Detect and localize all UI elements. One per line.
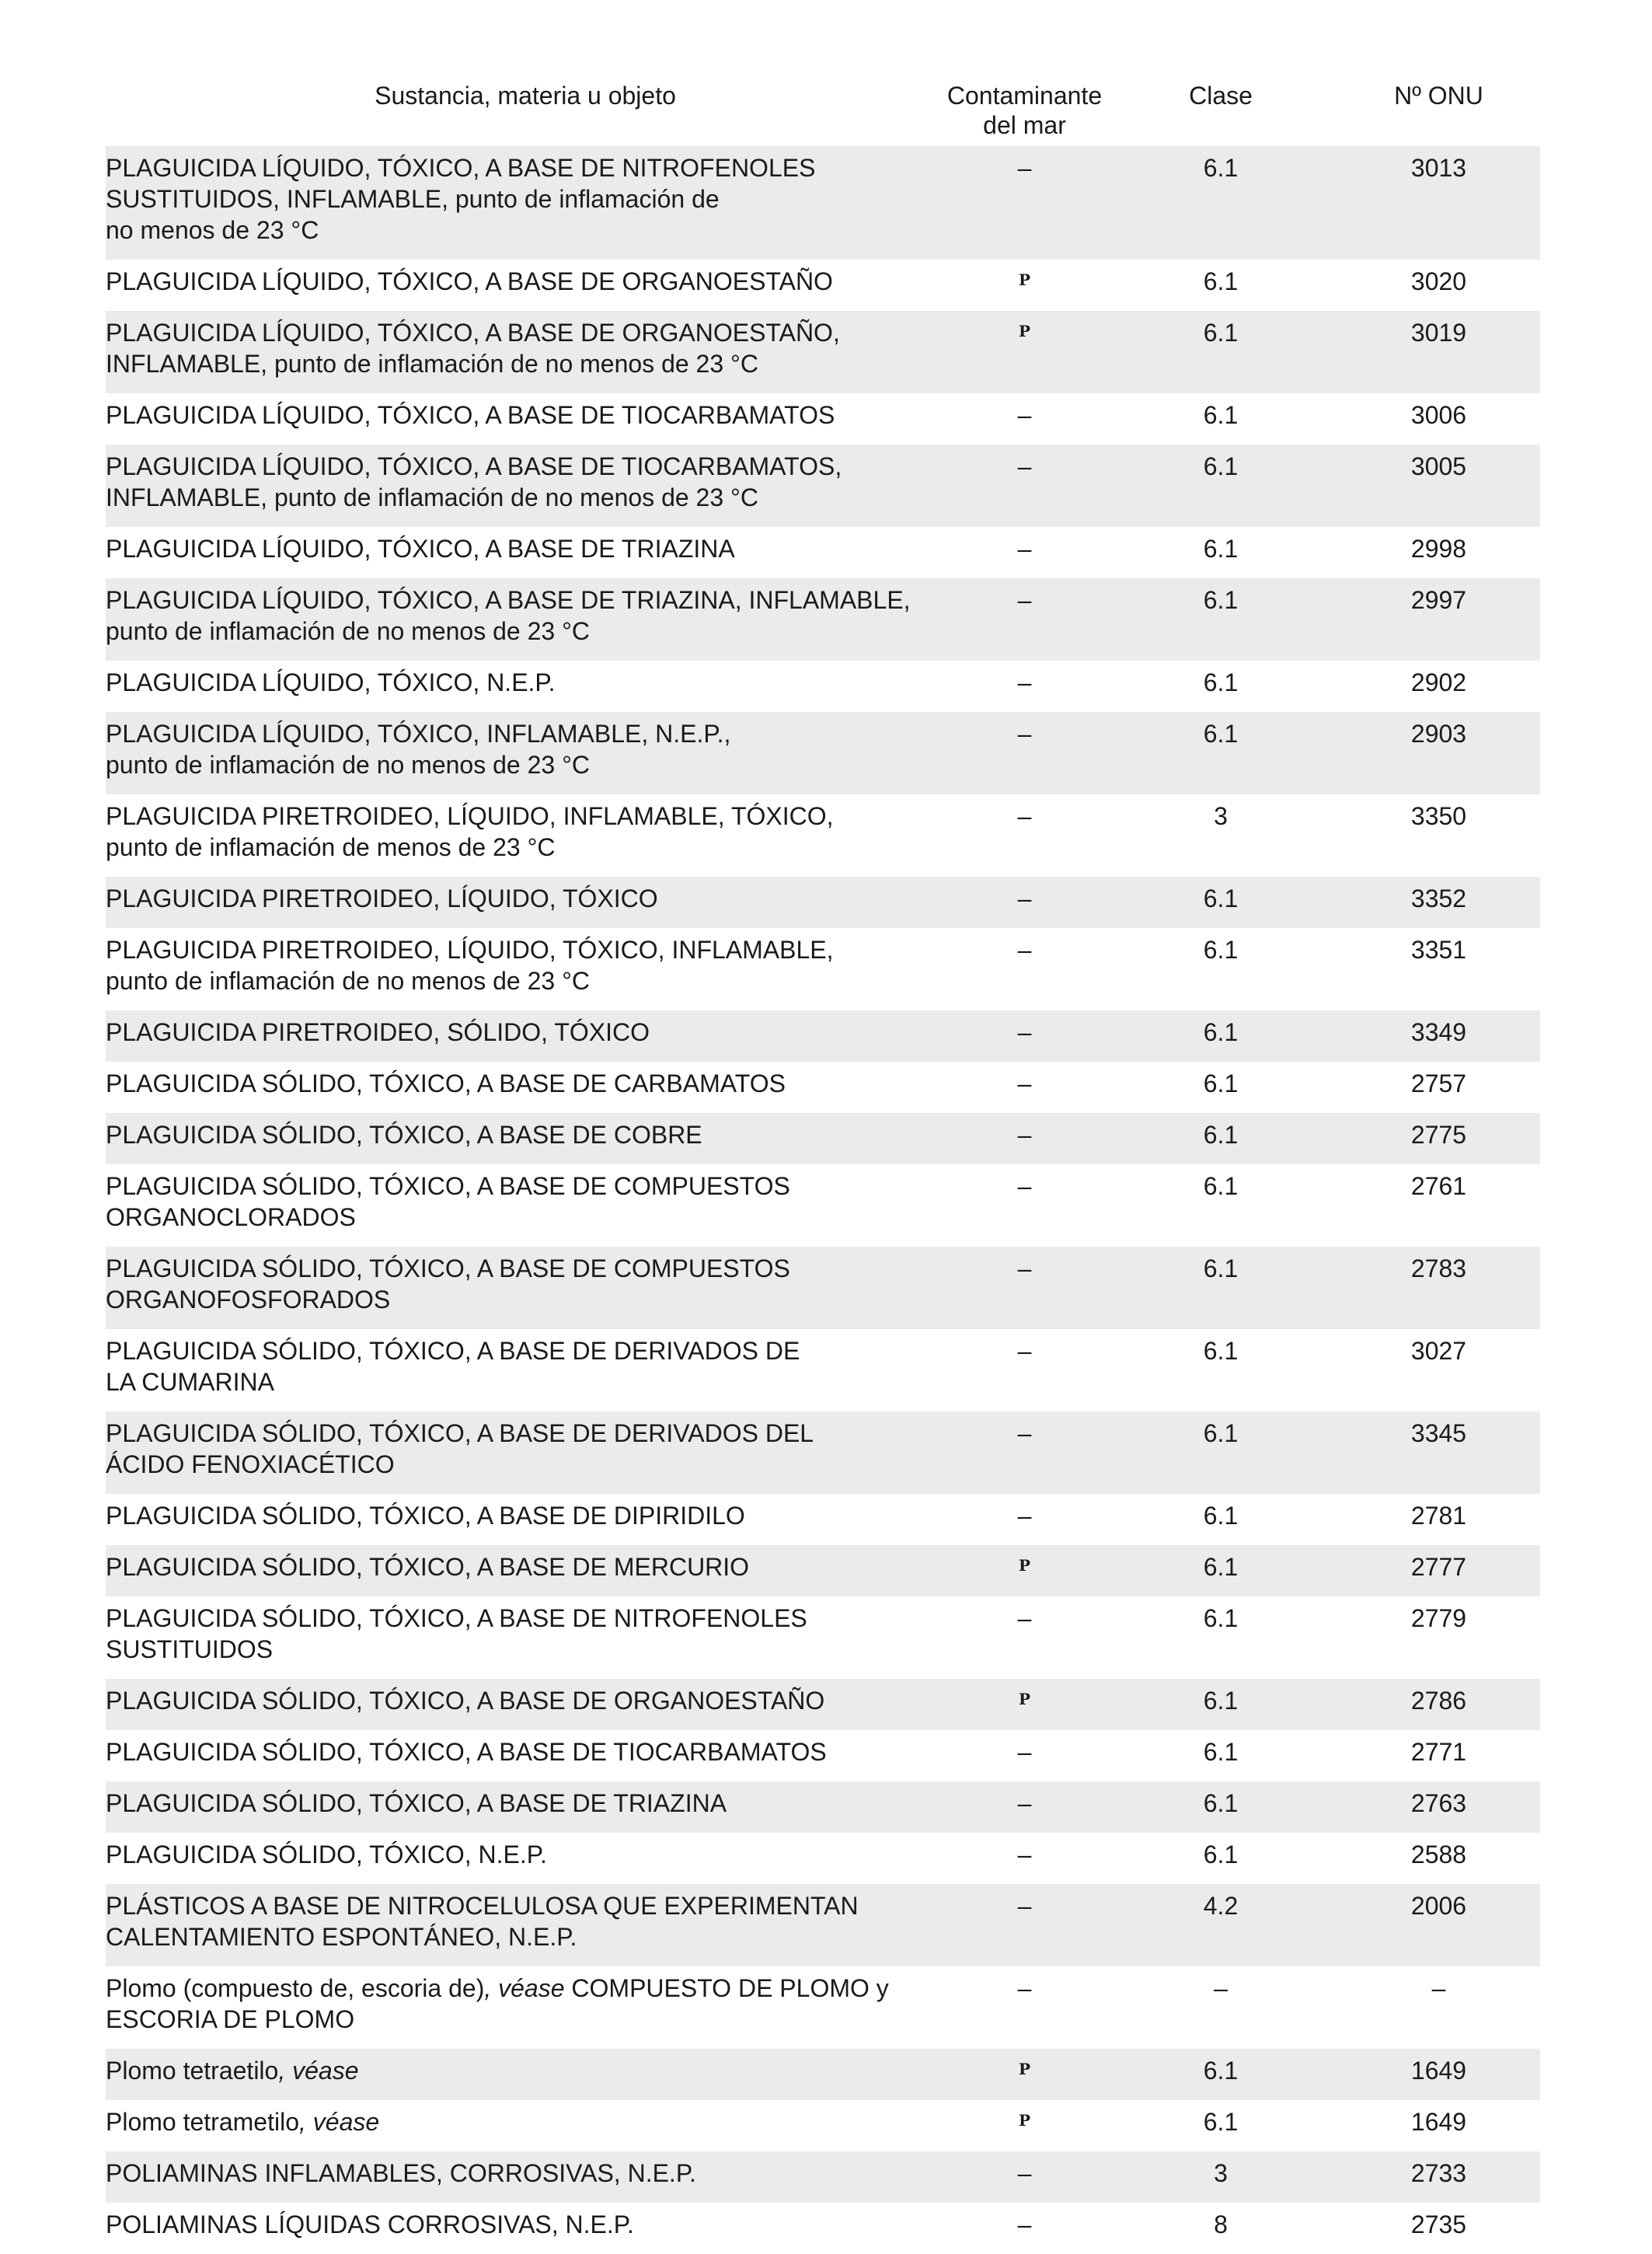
marine-pollutant-value: – <box>1017 401 1032 429</box>
substance-name-segment: Plomo tetrametilo <box>106 2108 299 2136</box>
marine-pollutant-cell <box>945 260 1104 311</box>
class-cell: 6.1 <box>1104 1596 1337 1679</box>
marine-pollutant-mark: P <box>1018 1556 1031 1575</box>
substance-name-line: SUSTITUIDOS <box>106 1635 274 1663</box>
table-row <box>106 311 1540 393</box>
class-cell: 6.1 <box>1104 877 1337 928</box>
substance-name <box>106 1329 945 1411</box>
substance-name <box>106 1247 945 1329</box>
table-row <box>106 1679 1540 1730</box>
substance-name-line <box>106 1973 929 2004</box>
marine-pollutant-cell <box>945 1884 1104 1966</box>
marine-pollutant-value: – <box>1017 1018 1032 1046</box>
marine-pollutant-cell <box>945 1545 1104 1596</box>
un-number-cell: 2998 <box>1337 527 1540 578</box>
un-number-cell: 2006 <box>1337 1884 1540 1966</box>
un-number-cell: 2735 <box>1337 2203 1540 2254</box>
class-cell: 3 <box>1104 794 1337 877</box>
marine-pollutant-cell <box>945 1062 1104 1113</box>
substance-name-line: LA CUMARINA <box>106 1368 274 1396</box>
un-number-cell: 2786 <box>1337 1679 1540 1730</box>
substance-name-line: SUSTITUIDOS, INFLAMABLE, punto de inflamación de <box>106 185 720 213</box>
class-cell: 6.1 <box>1104 1679 1337 1730</box>
dangerous-goods-table <box>106 78 1540 2254</box>
table-row <box>106 1494 1540 1545</box>
marine-pollutant-value: – <box>1017 720 1032 748</box>
substance-name-line: no menos de 23 °C <box>106 216 319 244</box>
substance-name-line: punto de inflamación de no menos de 23 °C <box>106 967 590 995</box>
marine-pollutant-cell <box>945 712 1104 794</box>
header-substance: Sustancia, materia u objeto <box>375 82 676 110</box>
table-row <box>106 1411 1540 1494</box>
substance-name-segment: ESCORIA DE PLOMO <box>106 2005 355 2033</box>
substance-name <box>106 1010 945 1062</box>
marine-pollutant-value: – <box>1017 1419 1032 1447</box>
table-body <box>106 146 1540 2254</box>
un-number-cell: 3020 <box>1337 260 1540 311</box>
marine-pollutant-value: – <box>1017 885 1032 912</box>
un-number-cell: 3027 <box>1337 1329 1540 1411</box>
table-row <box>106 445 1540 527</box>
un-number-cell: 2903 <box>1337 712 1540 794</box>
un-number-cell: 3005 <box>1337 445 1540 527</box>
marine-pollutant-value: – <box>1017 154 1032 182</box>
un-number-cell: 2783 <box>1337 1247 1540 1329</box>
marine-pollutant-value: – <box>1017 535 1032 563</box>
class-cell: 6.1 <box>1104 928 1337 1010</box>
class-cell: – <box>1104 1966 1337 2049</box>
substance-name-line: punto de inflamación de menos de 23 °C <box>106 833 556 861</box>
substance-name-line: PLAGUICIDA SÓLIDO, TÓXICO, A BASE DE COBRE <box>106 1121 702 1149</box>
un-number-cell: 2771 <box>1337 1730 1540 1781</box>
table-row <box>106 2203 1540 2254</box>
marine-pollutant-cell <box>945 1781 1104 1833</box>
substance-name-line: PLAGUICIDA SÓLIDO, TÓXICO, A BASE DE ORGANOESTAÑO <box>106 1687 825 1715</box>
marine-pollutant-value: – <box>1017 1841 1032 1868</box>
substance-name <box>106 1596 945 1679</box>
marine-pollutant-mark: P <box>1018 322 1031 340</box>
marine-pollutant-cell <box>945 928 1104 1010</box>
substance-name-line: PLAGUICIDA SÓLIDO, TÓXICO, A BASE DE TIOCARBAMATOS <box>106 1738 827 1766</box>
substance-name-line: PLAGUICIDA SÓLIDO, TÓXICO, A BASE DE MERCURIO <box>106 1553 750 1581</box>
class-cell: 6.1 <box>1104 260 1337 311</box>
marine-pollutant-value: – <box>1017 586 1032 614</box>
marine-pollutant-cell <box>945 1833 1104 1884</box>
class-cell: 6.1 <box>1104 1329 1337 1411</box>
substance-name <box>106 1062 945 1113</box>
table-row <box>106 877 1540 928</box>
substance-name <box>106 1781 945 1833</box>
substance-name-line: PLAGUICIDA LÍQUIDO, TÓXICO, A BASE DE ORGANOESTAÑO, <box>106 319 840 347</box>
table-row <box>106 578 1540 661</box>
un-number-cell: 2902 <box>1337 661 1540 712</box>
marine-pollutant-cell <box>945 877 1104 928</box>
substance-name-line: PLAGUICIDA SÓLIDO, TÓXICO, A BASE DE NITROFENOLES <box>106 1604 807 1632</box>
class-cell: 6.1 <box>1104 712 1337 794</box>
marine-pollutant-value: – <box>1017 2159 1032 2187</box>
substance-name-line <box>106 2106 929 2137</box>
marine-pollutant-cell <box>945 445 1104 527</box>
header-class: Clase <box>1189 82 1253 110</box>
table-row <box>106 1833 1540 1884</box>
substance-name <box>106 1679 945 1730</box>
substance-name <box>106 928 945 1010</box>
table-row <box>106 794 1540 877</box>
un-number-cell: 2779 <box>1337 1596 1540 1679</box>
substance-name <box>106 1411 945 1494</box>
marine-pollutant-value: – <box>1017 452 1032 480</box>
substance-name-line: PLAGUICIDA PIRETROIDEO, LÍQUIDO, INFLAMABLE, TÓXICO, <box>106 802 834 830</box>
un-number-cell: 3349 <box>1337 1010 1540 1062</box>
substance-name-line: PLAGUICIDA SÓLIDO, TÓXICO, A BASE DE DIPIRIDILO <box>106 1502 745 1530</box>
table-row <box>106 1329 1540 1411</box>
marine-pollutant-value: – <box>1017 802 1032 830</box>
substance-name-line: PLAGUICIDA LÍQUIDO, TÓXICO, N.E.P. <box>106 668 556 696</box>
un-number-cell: 2757 <box>1337 1062 1540 1113</box>
class-cell: 6.1 <box>1104 146 1337 260</box>
substance-name <box>106 1833 945 1884</box>
class-cell: 6.1 <box>1104 578 1337 661</box>
table-row <box>106 1730 1540 1781</box>
substance-name-segment: Plomo tetraetilo <box>106 2057 279 2085</box>
substance-name-line: PLAGUICIDA LÍQUIDO, TÓXICO, A BASE DE ORGANOESTAÑO <box>106 267 833 295</box>
marine-pollutant-mark: P <box>1018 2060 1031 2078</box>
un-number-cell: 3352 <box>1337 877 1540 928</box>
substance-name-line: INFLAMABLE, punto de inflamación de no menos de 23 °C <box>106 350 758 378</box>
marine-pollutant-value: – <box>1017 1738 1032 1766</box>
class-cell: 6.1 <box>1104 1164 1337 1247</box>
substance-name-line: PLAGUICIDA PIRETROIDEO, SÓLIDO, TÓXICO <box>106 1018 650 1046</box>
table-row <box>106 928 1540 1010</box>
substance-name-line: CALENTAMIENTO ESPONTÁNEO, N.E.P. <box>106 1923 577 1951</box>
marine-pollutant-mark: P <box>1018 2111 1031 2130</box>
marine-pollutant-cell <box>945 661 1104 712</box>
marine-pollutant-mark: P <box>1018 1690 1031 1708</box>
table-row <box>106 1010 1540 1062</box>
substance-name-line: PLAGUICIDA SÓLIDO, TÓXICO, A BASE DE TRIAZINA <box>106 1789 727 1817</box>
marine-pollutant-value: – <box>1017 1069 1032 1097</box>
table-row <box>106 1247 1540 1329</box>
marine-pollutant-cell <box>945 794 1104 877</box>
substance-name-line: ORGANOCLORADOS <box>106 1203 356 1231</box>
class-cell: 6.1 <box>1104 527 1337 578</box>
substance-name <box>106 1164 945 1247</box>
header-marine-pollutant-line1: Contaminante <box>946 82 1103 110</box>
marine-pollutant-value: – <box>1017 1892 1032 1920</box>
substance-name <box>106 2049 945 2100</box>
substance-name <box>106 794 945 877</box>
marine-pollutant-cell <box>945 1247 1104 1329</box>
substance-name <box>106 445 945 527</box>
marine-pollutant-cell <box>945 1010 1104 1062</box>
substance-name <box>106 1545 945 1596</box>
class-cell: 6.1 <box>1104 2100 1337 2151</box>
marine-pollutant-value: – <box>1017 1121 1032 1149</box>
class-cell: 6.1 <box>1104 1113 1337 1164</box>
header-marine-pollutant <box>945 78 1104 146</box>
un-number-cell: 3350 <box>1337 794 1540 877</box>
page <box>106 78 1540 2254</box>
see-reference-text: , véase <box>278 2057 359 2085</box>
class-cell: 6.1 <box>1104 1545 1337 1596</box>
substance-name-line <box>106 2055 929 2086</box>
class-cell: 6.1 <box>1104 1833 1337 1884</box>
marine-pollutant-cell <box>945 1113 1104 1164</box>
see-reference-text: , véase <box>298 2108 380 2136</box>
marine-pollutant-cell <box>945 578 1104 661</box>
substance-name-line: PLAGUICIDA SÓLIDO, TÓXICO, N.E.P. <box>106 1841 547 1868</box>
class-cell: 6.1 <box>1104 393 1337 445</box>
un-number-cell: 3345 <box>1337 1411 1540 1494</box>
substance-name-line: punto de inflamación de no menos de 23 °C <box>106 617 590 645</box>
marine-pollutant-cell <box>945 1679 1104 1730</box>
marine-pollutant-cell <box>945 1411 1104 1494</box>
header-un-number: Nº ONU <box>1394 82 1483 110</box>
substance-name-line: PLAGUICIDA PIRETROIDEO, LÍQUIDO, TÓXICO <box>106 885 658 912</box>
table-row <box>106 1062 1540 1113</box>
marine-pollutant-cell <box>945 2151 1104 2203</box>
substance-name-line: ORGANOFOSFORADOS <box>106 1286 391 1314</box>
substance-name-line: PLAGUICIDA PIRETROIDEO, LÍQUIDO, TÓXICO, INFLAMABLE, <box>106 936 834 964</box>
substance-name <box>106 2151 945 2203</box>
substance-name <box>106 1113 945 1164</box>
table-row <box>106 1164 1540 1247</box>
table-row <box>106 1884 1540 1966</box>
substance-name-line: PLAGUICIDA LÍQUIDO, TÓXICO, INFLAMABLE, N.E.P., <box>106 720 731 748</box>
substance-name-line <box>106 2004 929 2035</box>
un-number-cell: 3006 <box>1337 393 1540 445</box>
table-row <box>106 1966 1540 2049</box>
substance-name-line: PLAGUICIDA LÍQUIDO, TÓXICO, A BASE DE NITROFENOLES <box>106 154 816 182</box>
table-header <box>106 78 1540 146</box>
table-row <box>106 1596 1540 1679</box>
substance-name <box>106 146 945 260</box>
class-cell: 6.1 <box>1104 661 1337 712</box>
header-marine-pollutant-line2: del mar <box>983 111 1066 139</box>
substance-name-line: POLIAMINAS LÍQUIDAS CORROSIVAS, N.E.P. <box>106 2210 634 2238</box>
class-cell: 3 <box>1104 2151 1337 2203</box>
class-cell: 6.1 <box>1104 1730 1337 1781</box>
substance-name-line: punto de inflamación de no menos de 23 °C <box>106 751 590 779</box>
marine-pollutant-cell <box>945 1730 1104 1781</box>
marine-pollutant-value: – <box>1017 1337 1032 1365</box>
marine-pollutant-value: – <box>1017 1789 1032 1817</box>
un-number-cell: 1649 <box>1337 2049 1540 2100</box>
class-cell: 6.1 <box>1104 1494 1337 1545</box>
substance-name <box>106 578 945 661</box>
table-row <box>106 2049 1540 2100</box>
marine-pollutant-cell <box>945 1966 1104 2049</box>
substance-name-line: INFLAMABLE, punto de inflamación de no menos de 23 °C <box>106 483 758 511</box>
marine-pollutant-value: – <box>1017 1172 1032 1200</box>
substance-name <box>106 527 945 578</box>
marine-pollutant-value: – <box>1017 2210 1032 2238</box>
marine-pollutant-cell <box>945 146 1104 260</box>
un-number-cell: 3351 <box>1337 928 1540 1010</box>
substance-name <box>106 712 945 794</box>
un-number-cell: 2777 <box>1337 1545 1540 1596</box>
class-cell: 6.1 <box>1104 311 1337 393</box>
table-row <box>106 712 1540 794</box>
marine-pollutant-cell <box>945 2049 1104 2100</box>
substance-name-segment: Plomo (compuesto de, escoria de) <box>106 1974 485 2002</box>
substance-name <box>106 661 945 712</box>
header-row <box>106 78 1540 146</box>
class-cell: 6.1 <box>1104 1781 1337 1833</box>
substance-name <box>106 311 945 393</box>
substance-name-line: ÁCIDO FENOXIACÉTICO <box>106 1450 395 1478</box>
table-row <box>106 2100 1540 2151</box>
marine-pollutant-cell <box>945 1329 1104 1411</box>
table-row <box>106 2151 1540 2203</box>
table-row <box>106 1113 1540 1164</box>
un-number-cell: 2997 <box>1337 578 1540 661</box>
substance-name <box>106 2100 945 2151</box>
marine-pollutant-cell <box>945 1596 1104 1679</box>
substance-name-line: PLAGUICIDA LÍQUIDO, TÓXICO, A BASE DE TRIAZINA <box>106 535 735 563</box>
see-reference-text: , véase <box>484 1974 565 2002</box>
marine-pollutant-cell <box>945 2203 1104 2254</box>
substance-name <box>106 1966 945 2049</box>
marine-pollutant-cell <box>945 527 1104 578</box>
substance-name <box>106 1730 945 1781</box>
class-cell: 6.1 <box>1104 1411 1337 1494</box>
un-number-cell: 3013 <box>1337 146 1540 260</box>
substance-name <box>106 393 945 445</box>
substance-name <box>106 1494 945 1545</box>
marine-pollutant-cell <box>945 2100 1104 2151</box>
un-number-cell: 2775 <box>1337 1113 1540 1164</box>
substance-name-line: PLAGUICIDA SÓLIDO, TÓXICO, A BASE DE COMPUESTOS <box>106 1254 790 1282</box>
un-number-cell: 2761 <box>1337 1164 1540 1247</box>
marine-pollutant-value: – <box>1017 936 1032 964</box>
substance-name-line: PLAGUICIDA SÓLIDO, TÓXICO, A BASE DE DERIVADOS DE <box>106 1337 800 1365</box>
marine-pollutant-value: – <box>1017 668 1032 696</box>
substance-name <box>106 260 945 311</box>
substance-name-line: PLAGUICIDA LÍQUIDO, TÓXICO, A BASE DE TIOCARBAMATOS <box>106 401 835 429</box>
un-number-cell: – <box>1337 1966 1540 2049</box>
substance-name-line: PLAGUICIDA LÍQUIDO, TÓXICO, A BASE DE TIOCARBAMATOS, <box>106 452 842 480</box>
table-row <box>106 146 1540 260</box>
marine-pollutant-value: – <box>1017 1254 1032 1282</box>
substance-name-line: PLAGUICIDA SÓLIDO, TÓXICO, A BASE DE COMPUESTOS <box>106 1172 790 1200</box>
table-row <box>106 661 1540 712</box>
un-number-cell: 2781 <box>1337 1494 1540 1545</box>
substance-name <box>106 2203 945 2254</box>
substance-name-line: POLIAMINAS INFLAMABLES, CORROSIVAS, N.E.P. <box>106 2159 696 2187</box>
marine-pollutant-cell <box>945 311 1104 393</box>
un-number-cell: 1649 <box>1337 2100 1540 2151</box>
substance-name-segment: COMPUESTO DE PLOMO y <box>564 1974 889 2002</box>
class-cell: 6.1 <box>1104 2049 1337 2100</box>
marine-pollutant-cell <box>945 393 1104 445</box>
class-cell: 6.1 <box>1104 1010 1337 1062</box>
table-row <box>106 260 1540 311</box>
class-cell: 8 <box>1104 2203 1337 2254</box>
substance-name-line: PLAGUICIDA SÓLIDO, TÓXICO, A BASE DE DERIVADOS DEL <box>106 1419 814 1447</box>
marine-pollutant-value: – <box>1017 1974 1032 2002</box>
marine-pollutant-cell <box>945 1494 1104 1545</box>
class-cell: 6.1 <box>1104 445 1337 527</box>
un-number-cell: 2733 <box>1337 2151 1540 2203</box>
un-number-cell: 2588 <box>1337 1833 1540 1884</box>
marine-pollutant-value: – <box>1017 1604 1032 1632</box>
un-number-cell: 2763 <box>1337 1781 1540 1833</box>
table-row <box>106 1545 1540 1596</box>
marine-pollutant-cell <box>945 1164 1104 1247</box>
substance-name <box>106 877 945 928</box>
class-cell: 4.2 <box>1104 1884 1337 1966</box>
class-cell: 6.1 <box>1104 1062 1337 1113</box>
substance-name-line: PLÁSTICOS A BASE DE NITROCELULOSA QUE EXPERIMENTAN <box>106 1892 859 1920</box>
marine-pollutant-mark: P <box>1018 270 1031 289</box>
marine-pollutant-value: – <box>1017 1502 1032 1530</box>
class-cell: 6.1 <box>1104 1247 1337 1329</box>
substance-name <box>106 1884 945 1966</box>
table-row <box>106 527 1540 578</box>
substance-name-line: PLAGUICIDA SÓLIDO, TÓXICO, A BASE DE CARBAMATOS <box>106 1069 786 1097</box>
table-row <box>106 1781 1540 1833</box>
table-row <box>106 393 1540 445</box>
un-number-cell: 3019 <box>1337 311 1540 393</box>
substance-name-line: PLAGUICIDA LÍQUIDO, TÓXICO, A BASE DE TRIAZINA, INFLAMABLE, <box>106 586 911 614</box>
